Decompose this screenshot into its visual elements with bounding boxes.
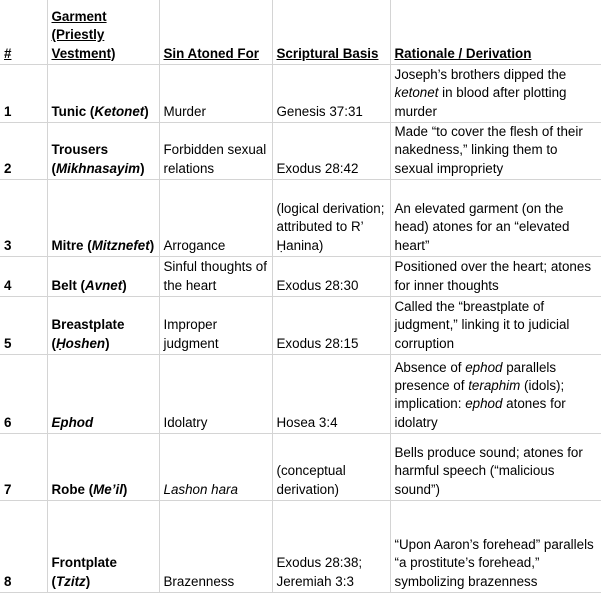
sin-text: Brazenness [163, 573, 235, 589]
rationale-italic: ephod [465, 359, 503, 375]
garment-hebrew: Tzitz [55, 573, 86, 589]
sin-cell[interactable] [159, 501, 272, 593]
rationale-text: Absence of [394, 359, 466, 375]
row-num[interactable]: 6 [0, 355, 47, 434]
rationale-text: An elevated garment (on the head) atones for an “elevated heart” [394, 201, 570, 253]
garment-cell[interactable] [47, 257, 159, 297]
garment-hebrew: Ephod [51, 414, 94, 430]
rationale-cell[interactable] [390, 123, 601, 180]
header-basis[interactable]: Scriptural Basis [272, 0, 390, 65]
sin-cell[interactable] [159, 434, 272, 501]
garment-hebrew: Mitznefet [91, 237, 150, 253]
table-row [0, 501, 601, 593]
rationale-italic: ephod [465, 396, 503, 412]
garment-text: Tunic ( [51, 103, 95, 119]
sin-text: Murder [163, 103, 206, 119]
garment-text: Breastplate ( [51, 317, 125, 351]
garment-cell[interactable] [47, 297, 159, 355]
garment-cell[interactable] [47, 355, 159, 434]
table-row [0, 65, 601, 123]
garment-text: Belt ( [51, 277, 85, 293]
sin-text: Forbidden sexual relations [163, 142, 267, 176]
sin-text: Sinful thoughts of the heart [163, 259, 267, 293]
sin-cell[interactable] [159, 297, 272, 355]
rationale-text-end: atones for idolatry [394, 396, 566, 430]
garment-text-end: ) [149, 237, 155, 253]
garment-hebrew: Ketonet [94, 103, 145, 119]
garment-text-end: ) [144, 103, 149, 119]
sin-text: Improper judgment [163, 317, 219, 351]
garment-text-end: ) [140, 160, 145, 176]
rationale-text: Bells produce sound; atones for harmful speech (“malicious sound”) [394, 445, 583, 497]
garment-text-end: ) [85, 573, 91, 589]
rationale-italic: ketonet [394, 85, 439, 101]
garment-hebrew: Me’il [93, 481, 123, 497]
rationale-text: Joseph’s brothers dipped the [394, 66, 567, 82]
header-row [0, 0, 601, 65]
rationale-cell[interactable] [390, 65, 601, 123]
garment-text: Robe ( [51, 481, 94, 497]
rationale-cell[interactable] [390, 355, 601, 434]
garment-cell[interactable] [47, 180, 159, 257]
row-num[interactable]: 7 [0, 434, 47, 501]
garment-text-end: ) [122, 481, 128, 497]
rationale-text: “Upon Aaron’s forehead” parallels “a prostitute’s forehead,” symbolizing brazenness [394, 537, 594, 589]
rationale-text: parallels presence of [394, 359, 557, 393]
table-row [0, 257, 601, 297]
garment-cell[interactable] [47, 123, 159, 180]
rationale-text-end: in blood after plotting murder [394, 85, 567, 119]
row-num[interactable]: 3 [0, 180, 47, 257]
header-garment[interactable]: Garment (Priestly Vestment) [47, 0, 159, 65]
garment-text: Mitre ( [51, 237, 92, 253]
rationale-text: Made “to cover the flesh of their nakedness,” linking them to sexual impropriety [394, 124, 583, 176]
garment-hebrew: Ḥoshen [55, 335, 106, 351]
sin-cell[interactable] [159, 123, 272, 180]
rationale-text: (idols); implication: [394, 378, 565, 412]
header-sin[interactable]: Sin Atoned For [159, 0, 272, 65]
rationale-text: Positioned over the heart; atones for inner thoughts [394, 259, 592, 293]
table-row [0, 297, 601, 355]
basis-cell[interactable]: (conceptual derivation) [272, 434, 390, 501]
basis-cell[interactable]: Exodus 28:38; Jeremiah 3:3 [272, 501, 390, 593]
sin-italic: Lashon hara [163, 481, 238, 497]
rationale-cell[interactable] [390, 297, 601, 355]
row-num[interactable]: 5 [0, 297, 47, 355]
basis-cell[interactable]: (logical derivation; attributed to R’ Ḥanina) [272, 180, 390, 257]
basis-cell[interactable]: Exodus 28:15 [272, 297, 390, 355]
garment-text: Frontplate ( [51, 555, 117, 589]
garment-text-end: ) [122, 277, 127, 293]
garment-text-end: ) [105, 335, 110, 351]
table-row [0, 123, 601, 180]
table-row [0, 355, 601, 434]
sin-cell[interactable] [159, 180, 272, 257]
header-rationale[interactable]: Rationale / Derivation [390, 0, 601, 65]
rationale-cell[interactable] [390, 180, 601, 257]
rationale-text: Called the “breastplate of judgment,” linking it to judicial corruption [394, 299, 570, 351]
row-num[interactable]: 2 [0, 123, 47, 180]
rationale-cell[interactable] [390, 257, 601, 297]
rationale-cell[interactable] [390, 434, 601, 501]
garment-cell[interactable] [47, 65, 159, 123]
rationale-cell[interactable] [390, 501, 601, 593]
row-num[interactable]: 4 [0, 257, 47, 297]
basis-cell[interactable]: Exodus 28:30 [272, 257, 390, 297]
garment-text: Trousers ( [51, 142, 109, 176]
basis-cell[interactable]: Genesis 37:31 [272, 65, 390, 123]
sin-cell[interactable] [159, 257, 272, 297]
sin-text: Idolatry [163, 414, 208, 430]
sin-cell[interactable] [159, 355, 272, 434]
garment-cell[interactable] [47, 434, 159, 501]
row-num[interactable]: 8 [0, 501, 47, 593]
header-num[interactable]: # [0, 0, 47, 65]
basis-cell[interactable]: Hosea 3:4 [272, 355, 390, 434]
garment-hebrew: Mikhnasayim [55, 160, 141, 176]
sin-cell[interactable] [159, 65, 272, 123]
row-num[interactable]: 1 [0, 65, 47, 123]
sin-text: Arrogance [163, 237, 226, 253]
table-row [0, 434, 601, 501]
rationale-italic: teraphim [468, 378, 521, 393]
table-row [0, 180, 601, 257]
basis-cell[interactable]: Exodus 28:42 [272, 123, 390, 180]
garment-hebrew: Avnet [84, 277, 123, 293]
garment-cell[interactable] [47, 501, 159, 593]
